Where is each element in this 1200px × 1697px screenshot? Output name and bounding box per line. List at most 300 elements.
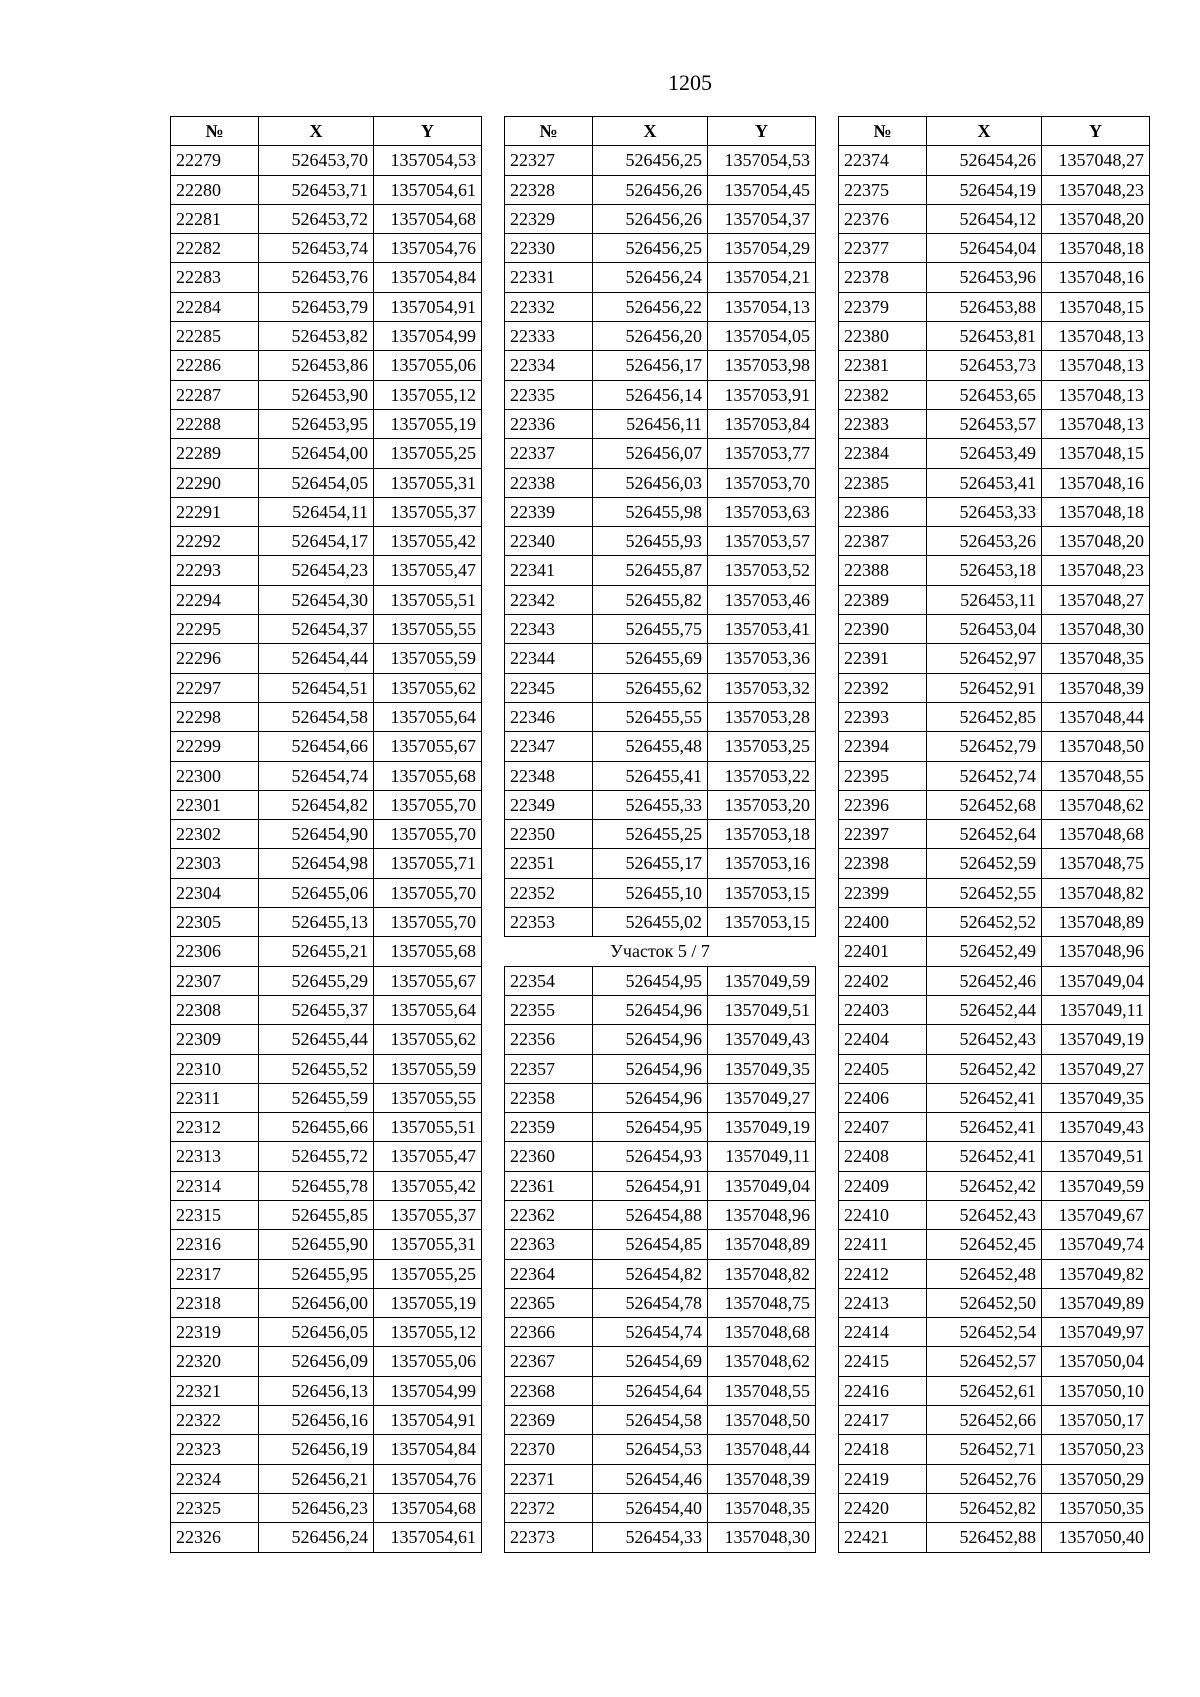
point-number: 22354	[505, 966, 593, 995]
y-coordinate: 1357049,43	[1042, 1113, 1150, 1142]
point-number: 22398	[839, 849, 927, 878]
y-coordinate: 1357053,18	[708, 820, 816, 849]
point-number: 22283	[171, 263, 259, 292]
point-number: 22315	[171, 1200, 259, 1229]
table-row	[171, 322, 482, 351]
point-number: 22368	[505, 1376, 593, 1405]
table-row	[171, 585, 482, 614]
table-row	[839, 146, 1150, 175]
point-number: 22389	[839, 585, 927, 614]
y-coordinate: 1357055,06	[374, 351, 482, 380]
x-coordinate: 526452,46	[927, 966, 1042, 995]
y-coordinate: 1357054,53	[374, 146, 482, 175]
point-number: 22411	[839, 1230, 927, 1259]
point-number: 22376	[839, 204, 927, 233]
x-coordinate: 526455,90	[259, 1230, 374, 1259]
x-coordinate: 526454,05	[259, 468, 374, 497]
point-number: 22418	[839, 1435, 927, 1464]
point-number: 22387	[839, 527, 927, 556]
point-number: 22291	[171, 497, 259, 526]
point-number: 22410	[839, 1200, 927, 1229]
x-coordinate: 526453,33	[927, 497, 1042, 526]
table-row	[171, 263, 482, 292]
table-row	[839, 1493, 1150, 1522]
x-coordinate: 526452,41	[927, 1142, 1042, 1171]
table-row	[505, 995, 816, 1024]
x-coordinate: 526454,46	[593, 1464, 708, 1493]
x-coordinate: 526456,00	[259, 1288, 374, 1317]
point-number: 22401	[839, 937, 927, 966]
table-row	[505, 849, 816, 878]
y-coordinate: 1357055,37	[374, 497, 482, 526]
point-number: 22388	[839, 556, 927, 585]
table-row	[505, 1142, 816, 1171]
point-number: 22328	[505, 175, 593, 204]
point-number: 22279	[171, 146, 259, 175]
x-coordinate: 526453,70	[259, 146, 374, 175]
x-coordinate: 526456,16	[259, 1406, 374, 1435]
y-coordinate: 1357048,15	[1042, 439, 1150, 468]
table-row	[505, 1259, 816, 1288]
y-coordinate: 1357049,59	[1042, 1171, 1150, 1200]
y-coordinate: 1357048,96	[708, 1200, 816, 1229]
table-row	[505, 966, 816, 995]
point-number: 22334	[505, 351, 593, 380]
table-row	[505, 1464, 816, 1493]
x-coordinate: 526454,58	[593, 1406, 708, 1435]
table-row	[171, 146, 482, 175]
x-coordinate: 526456,25	[593, 234, 708, 263]
table-row	[171, 1142, 482, 1171]
x-coordinate: 526454,96	[593, 1083, 708, 1112]
table-row	[839, 1200, 1150, 1229]
y-coordinate: 1357054,99	[374, 322, 482, 351]
table-row	[839, 820, 1150, 849]
y-coordinate: 1357049,27	[708, 1083, 816, 1112]
x-coordinate: 526455,13	[259, 908, 374, 937]
x-coordinate: 526453,74	[259, 234, 374, 263]
point-number: 22298	[171, 702, 259, 731]
x-coordinate: 526452,50	[927, 1288, 1042, 1317]
table-row	[505, 585, 816, 614]
table-row	[505, 204, 816, 233]
table-row	[839, 1142, 1150, 1171]
table-row	[505, 234, 816, 263]
x-coordinate: 526452,74	[927, 761, 1042, 790]
point-number: 22374	[839, 146, 927, 175]
y-coordinate: 1357048,44	[1042, 702, 1150, 731]
y-coordinate: 1357049,74	[1042, 1230, 1150, 1259]
y-coordinate: 1357055,68	[374, 761, 482, 790]
section-row	[505, 937, 816, 966]
table-row	[505, 380, 816, 409]
point-number: 22307	[171, 966, 259, 995]
point-number: 22332	[505, 292, 593, 321]
point-number: 22419	[839, 1464, 927, 1493]
x-coordinate: 526454,91	[593, 1171, 708, 1200]
x-coordinate: 526454,69	[593, 1347, 708, 1376]
point-number: 22323	[171, 1435, 259, 1464]
y-coordinate: 1357048,55	[1042, 761, 1150, 790]
x-coordinate: 526456,25	[593, 146, 708, 175]
header-x: X	[593, 117, 708, 146]
point-number: 22303	[171, 849, 259, 878]
x-coordinate: 526456,17	[593, 351, 708, 380]
header-y: Y	[708, 117, 816, 146]
point-number: 22287	[171, 380, 259, 409]
table-row	[839, 585, 1150, 614]
point-number: 22281	[171, 204, 259, 233]
point-number: 22381	[839, 351, 927, 380]
x-coordinate: 526454,95	[593, 1113, 708, 1142]
table-row	[505, 497, 816, 526]
point-number: 22377	[839, 234, 927, 263]
y-coordinate: 1357049,43	[708, 1025, 816, 1054]
table-row	[839, 673, 1150, 702]
x-coordinate: 526456,14	[593, 380, 708, 409]
table-row	[171, 1200, 482, 1229]
x-coordinate: 526456,26	[593, 175, 708, 204]
y-coordinate: 1357054,99	[374, 1376, 482, 1405]
table-row	[171, 1464, 482, 1493]
y-coordinate: 1357048,55	[708, 1376, 816, 1405]
y-coordinate: 1357055,59	[374, 1054, 482, 1083]
table-row	[839, 175, 1150, 204]
table-row	[505, 263, 816, 292]
y-coordinate: 1357048,30	[708, 1523, 816, 1552]
y-coordinate: 1357049,51	[708, 995, 816, 1024]
table-row	[505, 1054, 816, 1083]
point-number: 22308	[171, 995, 259, 1024]
table-row	[839, 966, 1150, 995]
point-number: 22310	[171, 1054, 259, 1083]
point-number: 22302	[171, 820, 259, 849]
y-coordinate: 1357055,67	[374, 966, 482, 995]
x-coordinate: 526454,88	[593, 1200, 708, 1229]
point-number: 22289	[171, 439, 259, 468]
point-number: 22300	[171, 761, 259, 790]
y-coordinate: 1357054,53	[708, 146, 816, 175]
y-coordinate: 1357049,04	[708, 1171, 816, 1200]
y-coordinate: 1357055,31	[374, 468, 482, 497]
x-coordinate: 526454,23	[259, 556, 374, 585]
x-coordinate: 526455,33	[593, 790, 708, 819]
y-coordinate: 1357048,62	[708, 1347, 816, 1376]
point-number: 22343	[505, 615, 593, 644]
x-coordinate: 526455,17	[593, 849, 708, 878]
point-number: 22404	[839, 1025, 927, 1054]
x-coordinate: 526454,40	[593, 1493, 708, 1522]
point-number: 22391	[839, 644, 927, 673]
x-coordinate: 526455,78	[259, 1171, 374, 1200]
point-number: 22394	[839, 732, 927, 761]
point-number: 22305	[171, 908, 259, 937]
x-coordinate: 526452,68	[927, 790, 1042, 819]
table-row	[171, 351, 482, 380]
table-row	[171, 732, 482, 761]
point-number: 22361	[505, 1171, 593, 1200]
y-coordinate: 1357054,61	[374, 1523, 482, 1552]
x-coordinate: 526454,26	[927, 146, 1042, 175]
y-coordinate: 1357048,89	[1042, 908, 1150, 937]
y-coordinate: 1357055,55	[374, 615, 482, 644]
y-coordinate: 1357055,64	[374, 702, 482, 731]
y-coordinate: 1357055,70	[374, 878, 482, 907]
x-coordinate: 526453,81	[927, 322, 1042, 351]
y-coordinate: 1357054,21	[708, 263, 816, 292]
table-row	[505, 527, 816, 556]
point-number: 22345	[505, 673, 593, 702]
table-row	[505, 1406, 816, 1435]
table-row	[839, 702, 1150, 731]
x-coordinate: 526454,74	[593, 1318, 708, 1347]
point-number: 22380	[839, 322, 927, 351]
table-row	[171, 468, 482, 497]
y-coordinate: 1357048,35	[1042, 644, 1150, 673]
table-row	[839, 790, 1150, 819]
point-number: 22392	[839, 673, 927, 702]
y-coordinate: 1357048,30	[1042, 615, 1150, 644]
x-coordinate: 526453,57	[927, 409, 1042, 438]
y-coordinate: 1357055,42	[374, 1171, 482, 1200]
point-number: 22292	[171, 527, 259, 556]
point-number: 22420	[839, 1493, 927, 1522]
point-number: 22421	[839, 1523, 927, 1552]
point-number: 22413	[839, 1288, 927, 1317]
point-number: 22321	[171, 1376, 259, 1405]
point-number: 22286	[171, 351, 259, 380]
x-coordinate: 526456,24	[259, 1523, 374, 1552]
x-coordinate: 526455,59	[259, 1083, 374, 1112]
table-row	[839, 995, 1150, 1024]
table-row	[505, 1376, 816, 1405]
point-number: 22356	[505, 1025, 593, 1054]
point-number: 22378	[839, 263, 927, 292]
y-coordinate: 1357050,29	[1042, 1464, 1150, 1493]
x-coordinate: 526455,55	[593, 702, 708, 731]
point-number: 22311	[171, 1083, 259, 1112]
y-coordinate: 1357054,76	[374, 234, 482, 263]
x-coordinate: 526454,66	[259, 732, 374, 761]
y-coordinate: 1357055,37	[374, 1200, 482, 1229]
y-coordinate: 1357054,61	[374, 175, 482, 204]
point-number: 22364	[505, 1259, 593, 1288]
x-coordinate: 526456,05	[259, 1318, 374, 1347]
x-coordinate: 526453,26	[927, 527, 1042, 556]
x-coordinate: 526454,58	[259, 702, 374, 731]
table-row	[839, 1113, 1150, 1142]
table-row	[505, 878, 816, 907]
x-coordinate: 526455,41	[593, 761, 708, 790]
table-row	[505, 1113, 816, 1142]
y-coordinate: 1357050,40	[1042, 1523, 1150, 1552]
table-row	[839, 1376, 1150, 1405]
table-row	[171, 820, 482, 849]
point-number: 22349	[505, 790, 593, 819]
point-number: 22367	[505, 1347, 593, 1376]
section-label: Участок 5 / 7	[505, 937, 816, 966]
y-coordinate: 1357049,35	[708, 1054, 816, 1083]
point-number: 22353	[505, 908, 593, 937]
x-coordinate: 526455,10	[593, 878, 708, 907]
table-row	[839, 204, 1150, 233]
table-row	[171, 1113, 482, 1142]
table-row	[505, 1523, 816, 1552]
x-coordinate: 526455,98	[593, 497, 708, 526]
y-coordinate: 1357053,15	[708, 878, 816, 907]
table-row	[171, 1288, 482, 1317]
table-row	[839, 1318, 1150, 1347]
x-coordinate: 526454,12	[927, 204, 1042, 233]
point-number: 22369	[505, 1406, 593, 1435]
table-row	[505, 673, 816, 702]
point-number: 22379	[839, 292, 927, 321]
x-coordinate: 526453,96	[927, 263, 1042, 292]
table-row	[171, 1318, 482, 1347]
point-number: 22294	[171, 585, 259, 614]
table-row	[839, 761, 1150, 790]
y-coordinate: 1357049,04	[1042, 966, 1150, 995]
table-row	[839, 1259, 1150, 1288]
point-number: 22416	[839, 1376, 927, 1405]
x-coordinate: 526452,85	[927, 702, 1042, 731]
table-row	[505, 292, 816, 321]
x-coordinate: 526453,49	[927, 439, 1042, 468]
point-number: 22325	[171, 1493, 259, 1522]
coordinate-table-1	[170, 116, 482, 1553]
point-number: 22313	[171, 1142, 259, 1171]
table-row	[505, 409, 816, 438]
point-number: 22306	[171, 937, 259, 966]
x-coordinate: 526454,93	[593, 1142, 708, 1171]
x-coordinate: 526456,23	[259, 1493, 374, 1522]
x-coordinate: 526452,44	[927, 995, 1042, 1024]
x-coordinate: 526452,79	[927, 732, 1042, 761]
point-number: 22408	[839, 1142, 927, 1171]
y-coordinate: 1357048,82	[708, 1259, 816, 1288]
x-coordinate: 526454,74	[259, 761, 374, 790]
y-coordinate: 1357055,19	[374, 409, 482, 438]
y-coordinate: 1357049,89	[1042, 1288, 1150, 1317]
header-x: X	[927, 117, 1042, 146]
table-row	[839, 1054, 1150, 1083]
table-row	[171, 527, 482, 556]
point-number: 22362	[505, 1200, 593, 1229]
point-number: 22280	[171, 175, 259, 204]
x-coordinate: 526453,71	[259, 175, 374, 204]
x-coordinate: 526452,59	[927, 849, 1042, 878]
point-number: 22318	[171, 1288, 259, 1317]
table-row	[505, 1083, 816, 1112]
point-number: 22352	[505, 878, 593, 907]
point-number: 22285	[171, 322, 259, 351]
x-coordinate: 526455,25	[593, 820, 708, 849]
point-number: 22357	[505, 1054, 593, 1083]
point-number: 22290	[171, 468, 259, 497]
table-row	[839, 1171, 1150, 1200]
table-header-row	[505, 117, 816, 146]
y-coordinate: 1357048,68	[708, 1318, 816, 1347]
point-number: 22402	[839, 966, 927, 995]
y-coordinate: 1357053,63	[708, 497, 816, 526]
point-number: 22384	[839, 439, 927, 468]
point-number: 22390	[839, 615, 927, 644]
y-coordinate: 1357049,97	[1042, 1318, 1150, 1347]
y-coordinate: 1357053,57	[708, 527, 816, 556]
table-row	[171, 615, 482, 644]
table-row	[505, 175, 816, 204]
x-coordinate: 526454,78	[593, 1288, 708, 1317]
x-coordinate: 526452,48	[927, 1259, 1042, 1288]
x-coordinate: 526452,82	[927, 1493, 1042, 1522]
y-coordinate: 1357048,13	[1042, 409, 1150, 438]
table-row	[505, 820, 816, 849]
point-number: 22297	[171, 673, 259, 702]
table-row	[171, 1376, 482, 1405]
x-coordinate: 526452,54	[927, 1318, 1042, 1347]
y-coordinate: 1357055,70	[374, 790, 482, 819]
y-coordinate: 1357054,68	[374, 1493, 482, 1522]
x-coordinate: 526454,85	[593, 1230, 708, 1259]
table-row	[171, 497, 482, 526]
y-coordinate: 1357054,29	[708, 234, 816, 263]
point-number: 22333	[505, 322, 593, 351]
y-coordinate: 1357055,64	[374, 995, 482, 1024]
y-coordinate: 1357050,23	[1042, 1435, 1150, 1464]
table-row	[839, 1406, 1150, 1435]
point-number: 22355	[505, 995, 593, 1024]
point-number: 22405	[839, 1054, 927, 1083]
y-coordinate: 1357053,41	[708, 615, 816, 644]
table-row	[171, 1171, 482, 1200]
y-coordinate: 1357048,50	[708, 1406, 816, 1435]
point-number: 22309	[171, 1025, 259, 1054]
y-coordinate: 1357053,32	[708, 673, 816, 702]
x-coordinate: 526452,57	[927, 1347, 1042, 1376]
y-coordinate: 1357048,62	[1042, 790, 1150, 819]
y-coordinate: 1357048,13	[1042, 351, 1150, 380]
y-coordinate: 1357054,84	[374, 1435, 482, 1464]
point-number: 22314	[171, 1171, 259, 1200]
x-coordinate: 526452,88	[927, 1523, 1042, 1552]
y-coordinate: 1357048,18	[1042, 234, 1150, 263]
y-coordinate: 1357055,70	[374, 820, 482, 849]
point-number: 22320	[171, 1347, 259, 1376]
x-coordinate: 526453,73	[927, 351, 1042, 380]
coordinate-table-2	[504, 116, 816, 1553]
y-coordinate: 1357049,51	[1042, 1142, 1150, 1171]
point-number: 22331	[505, 263, 593, 292]
x-coordinate: 526456,21	[259, 1464, 374, 1493]
point-number: 22324	[171, 1464, 259, 1493]
table-row	[839, 937, 1150, 966]
point-number: 22396	[839, 790, 927, 819]
y-coordinate: 1357048,18	[1042, 497, 1150, 526]
x-coordinate: 526456,24	[593, 263, 708, 292]
y-coordinate: 1357049,19	[708, 1113, 816, 1142]
x-coordinate: 526455,62	[593, 673, 708, 702]
point-number: 22301	[171, 790, 259, 819]
table-row	[505, 468, 816, 497]
point-number: 22335	[505, 380, 593, 409]
point-number: 22322	[171, 1406, 259, 1435]
y-coordinate: 1357054,91	[374, 292, 482, 321]
table-row	[171, 644, 482, 673]
table-row	[505, 644, 816, 673]
x-coordinate: 526456,20	[593, 322, 708, 351]
y-coordinate: 1357048,23	[1042, 556, 1150, 585]
table-row	[505, 556, 816, 585]
